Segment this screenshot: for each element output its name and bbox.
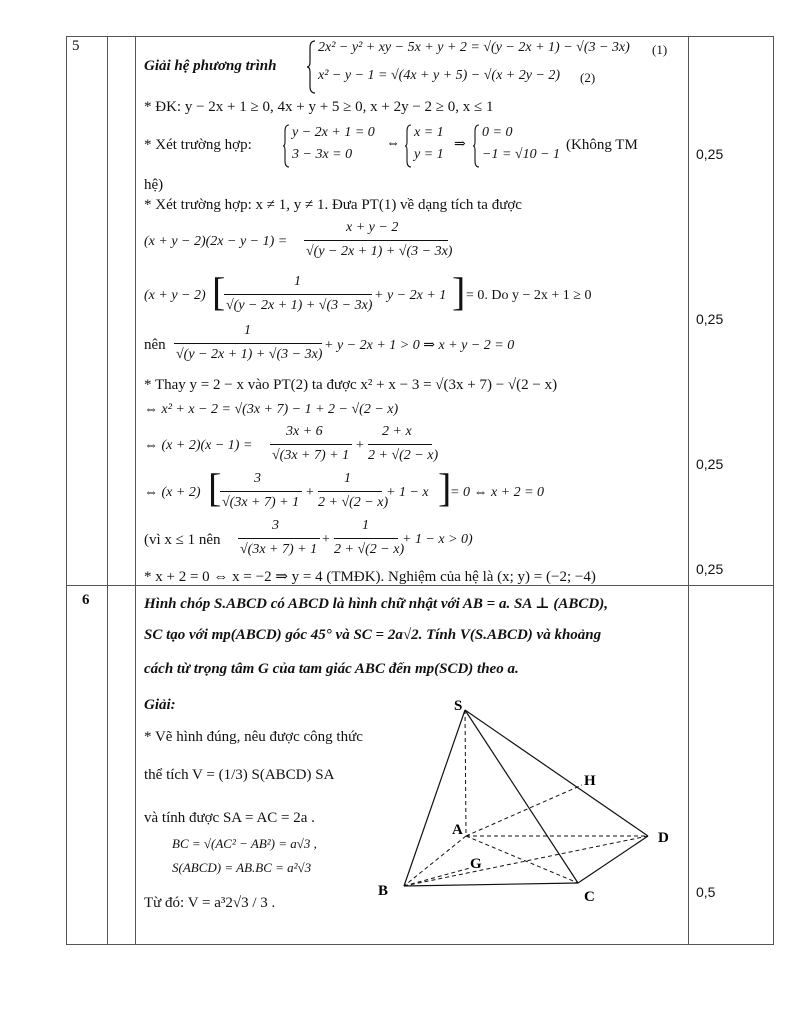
blank-cell [108, 586, 136, 945]
case-2-line: * Xét trường hợp: x ≠ 1, y ≠ 1. Đưa PT(1) về dạng tích ta được [144, 197, 522, 213]
fraction-bar [368, 444, 432, 445]
equation-left: nên [144, 337, 166, 353]
fraction-denominator: √(y − 2x + 1) + √(3 − 3x) [226, 298, 373, 313]
equation-left: (x + y − 2)(2x − y − 1) = [144, 234, 288, 249]
equation-tag: (1) [652, 42, 668, 57]
fraction-numerator: 3 [272, 518, 279, 533]
solution-line: * Vẽ hình đúng, nêu được công thức [144, 729, 363, 745]
blank-cell [108, 37, 136, 586]
final-answer-line: * x + 2 = 0 ⇔ x = −2 ⇒ y = 4 (TMĐK). Nghiệm của hệ là (x; y) = (−2; −4) [144, 569, 596, 585]
solution-line: S(ABCD) = AB.BC = a²√3 [172, 860, 312, 875]
case-1-label: * Xét trường hợp: [144, 137, 252, 153]
equation-term: = 0 ⇔ x + 2 = 0 [450, 485, 545, 500]
fraction-denominator: √(y − 2x + 1) + √(3 − 3x) [306, 244, 453, 259]
equation-term: + 1 − x > 0) [402, 532, 473, 547]
plus-sign: + [356, 438, 364, 453]
fraction-numerator: 1 [244, 323, 251, 338]
vertex-label-D: D [658, 830, 669, 846]
fraction-denominator: √(3x + 7) + 1 [222, 495, 300, 510]
question-number-cell [67, 586, 108, 945]
fraction-numerator: 3 [254, 471, 261, 486]
case-equation: x = 1 [414, 125, 444, 140]
fraction-denominator: √(3x + 7) + 1 [272, 448, 350, 463]
case-equation: −1 = √10 − 1 [482, 147, 561, 162]
equation-line: ⇔ x² + x − 2 = √(3x + 7) − 1 + 2 − √(2 − x) [144, 402, 399, 417]
plus-sign: + [306, 485, 314, 500]
equation-left: (vì x ≤ 1 nên [144, 532, 221, 548]
condition-line: * ĐK: y − 2x + 1 ≥ 0, 4x + y + 5 ≥ 0, x + 2y − 2 ≥ 0, x ≤ 1 [144, 99, 494, 115]
solution-line: và tính được SA = AC = 2a . [144, 810, 315, 826]
fraction-bar [334, 538, 398, 539]
edge-SB [404, 710, 465, 886]
fraction-denominator: √(y − 2x + 1) + √(3 − 3x) [176, 347, 323, 362]
equation-left: (x + y − 2) [144, 288, 206, 303]
edge-SC [465, 710, 578, 883]
solution-line: BC = √(AC² − AB²) = a√3 , [172, 836, 317, 851]
score-value: 0,25 [696, 561, 724, 577]
fraction-numerator: 1 [344, 471, 351, 486]
fraction-numerator: 3x + 6 [286, 424, 323, 439]
vertex-label-B: B [378, 883, 389, 899]
question-number: 5 [72, 38, 80, 54]
edge-AB [404, 836, 466, 886]
system-brace [404, 124, 412, 168]
edge-AH [466, 785, 582, 836]
question-number-cell [67, 37, 108, 586]
system-equation-2: x² − y − 1 = √(4x + y + 5) − √(x + 2y − 2) [318, 68, 561, 83]
fraction-bar [238, 538, 320, 539]
edge-SD [465, 710, 648, 836]
pyramid-figure [370, 690, 686, 912]
left-bracket: [ [212, 269, 226, 314]
point-label-H: H [584, 773, 596, 789]
table-row [67, 37, 774, 586]
equation-left: ⇔ (x + 2) [144, 485, 201, 500]
score-value: 0,25 [696, 456, 724, 472]
fraction-denominator: 2 + √(2 − x) [318, 495, 389, 510]
question-number: 6 [82, 592, 90, 608]
fraction-bar [270, 444, 352, 445]
case-equation: y = 1 [414, 147, 444, 162]
problem-title: Giải hệ phương trình [144, 58, 277, 74]
case-note: hệ) [144, 177, 164, 193]
system-brace [306, 40, 316, 94]
solution-line: thể tích V = (1/3) S(ABCD) SA [144, 767, 335, 783]
score-value: 0,25 [696, 311, 724, 327]
fraction-numerator: 1 [294, 274, 301, 289]
fraction-denominator: 2 + √(2 − x) [368, 448, 439, 463]
system-equation-1: 2x² − y² + xy − 5x + y + 2 = √(y − 2x + 1) − √(3 − 3x) [318, 40, 630, 55]
substitution-line: * Thay y = 2 − x vào PT(2) ta được x² + x − 3 = √(3x + 7) − √(2 − x) [144, 377, 558, 393]
case-equation: 3 − 3x = 0 [292, 147, 353, 162]
equation-term: = 0. Do y − 2x + 1 ≥ 0 [466, 288, 592, 303]
equivalence-symbol: ⇔ [386, 136, 400, 151]
system-brace [282, 124, 290, 168]
case-equation: y − 2x + 1 = 0 [292, 125, 375, 140]
fraction-bar [174, 343, 322, 344]
right-bracket: ] [438, 465, 452, 510]
equation-left: ⇔ (x + 2)(x − 1) = [144, 438, 253, 453]
plus-sign: + [322, 532, 330, 547]
fraction-denominator: √(3x + 7) + 1 [240, 542, 318, 557]
fraction-denominator: 2 + √(2 − x) [334, 542, 405, 557]
score-value: 0,5 [696, 884, 716, 900]
edge-SA [465, 710, 466, 836]
fraction-bar [220, 491, 302, 492]
segment-BG [404, 868, 470, 886]
problem-statement-line: SC tạo với mp(ABCD) góc 45° và SC = 2a√2. Tính V(S.ABCD) và khoảng [144, 627, 602, 643]
edge-BC [404, 883, 578, 886]
vertex-label-S: S [454, 698, 463, 714]
score-value: 0,25 [696, 146, 724, 162]
equation-term: + y − 2x + 1 [374, 288, 447, 303]
right-bracket: ] [452, 269, 466, 314]
vertex-label-A: A [452, 822, 463, 838]
solution-line: Từ đó: V = a³2√3 / 3 . [144, 895, 276, 911]
equation-term: + y − 2x + 1 > 0 ⇒ x + y − 2 = 0 [324, 338, 515, 353]
vertex-label-C: C [584, 889, 595, 905]
problem-statement-line: Hình chóp S.ABCD có ABCD là hình chữ nhật với AB = a. SA ⊥ (ABCD), [144, 596, 608, 612]
fraction-bar [224, 294, 372, 295]
implies-symbol: ⇒ [454, 137, 466, 152]
fraction-bar [304, 240, 448, 241]
left-bracket: [ [208, 465, 222, 510]
edge-AC [466, 836, 578, 883]
fraction-numerator: 2 + x [382, 424, 412, 439]
solution-heading: Giải: [144, 697, 176, 713]
problem-statement-line: cách từ trọng tâm G của tam giác ABC đến mp(SCD) theo a. [144, 661, 519, 677]
equation-tag: (2) [580, 70, 596, 85]
equation-term: + 1 − x [386, 485, 429, 500]
system-brace [472, 124, 480, 168]
point-label-G: G [470, 856, 482, 872]
case-equation: 0 = 0 [482, 125, 513, 140]
fraction-numerator: x + y − 2 [346, 220, 399, 235]
case-note: (Không TM [566, 137, 638, 153]
fraction-bar [318, 491, 382, 492]
fraction-numerator: 1 [362, 518, 369, 533]
